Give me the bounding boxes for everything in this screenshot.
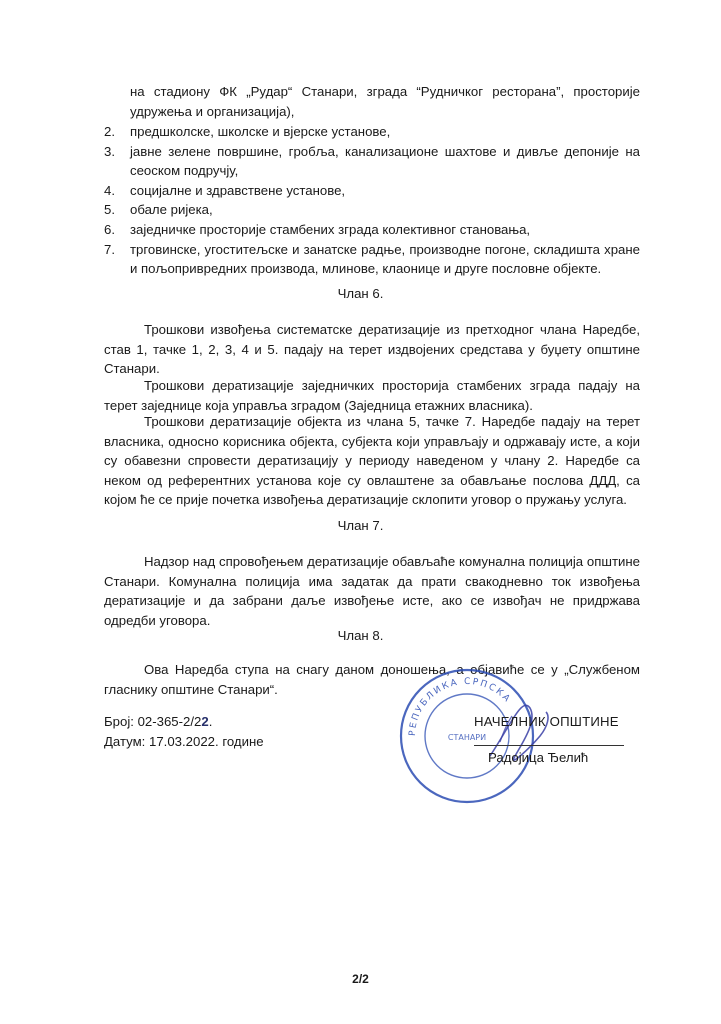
list-item: 3. јавне зелене површине, гробља, канализационе шахтове и дивље депоније на сеоском подручју,	[104, 143, 640, 179]
official-title: НАЧЕЛНИК ОПШТИНЕ	[474, 714, 619, 729]
article-6-paragraph-3: Трошкови дератизације објекта из члана 5, тачке 7. Наредбе падају на терет власника, односно корисника објекта, субјекта који управљају и одржавају исте, а који су обавезни спровести дератизацију у периоду наведеном у члану 2. Наредбе са неком од референтних установа које су овлаштене за обављање послова ДДД, са којом ће се прије почетка извођења дератизације склопити уговор о пружању услуга.	[104, 414, 640, 508]
article-8-paragraph-1: Ова Наредба ступа на снагу даном доношења, а објавиће се у „Службеном гласнику општине Станари“.	[104, 662, 640, 697]
list-item: 7. трговинске, угоститељске и занатске радње, производне погоне, складишта хране и пољопривредних производа, млинове, клаонице и друге пословне објекте.	[104, 241, 640, 277]
signature-line	[474, 745, 624, 746]
document-number: Број: 02-365-2/22.	[104, 714, 213, 729]
intro-paragraph: на стадиону ФК „Рудар“ Станари, зграда “Рудничког ресторана”, просторије удружења и организација),	[130, 84, 640, 119]
list-item: 5. обале ријека,	[104, 202, 213, 218]
document-date: Датум: 17.03.2022. године	[104, 734, 264, 749]
document-reference	[104, 712, 264, 752]
article-7-paragraph-1: Надзор над спровођењем дератизације обављаће комунална полиција општине Станари. Комунална полиција има задатак да прати свакодневно ток извођења дератизације и да забрани даље извођење исте, ако се извођач не придржава одредби уговора.	[104, 554, 640, 628]
list-item: 4. социјалне и здравствене установе,	[104, 182, 346, 198]
stamp-inner-text: СТАНАРИ	[447, 733, 487, 742]
article-6-paragraph-2: Трошкови дератизације заједничких просторија стамбених зграда падају на терет заједнице која управља зградом (Заједница етажних власника).	[104, 378, 640, 413]
article-7-heading: Члан 7.	[337, 518, 384, 533]
list-item: 6. заједничке просторије стамбених зграда колективног становања,	[104, 221, 531, 237]
list-of-facilities	[104, 122, 640, 279]
stamp-outer-text: РЕПУБЛИКА СРПСКА	[407, 676, 513, 737]
list-item: 2. предшколске, школске и вјерске установе,	[104, 124, 391, 139]
article-6-heading: Члан 6.	[337, 286, 384, 301]
handwritten-number: 2	[201, 714, 209, 729]
article-8-heading: Члан 8.	[337, 628, 384, 643]
official-name: Радојица Ђелић	[488, 750, 589, 765]
official-block	[474, 712, 619, 732]
article-6-paragraph-1: Трошкови извођења систематске дератизације из претходног члана Наредбе, став 1, тачке 1, 2, 3, 4 и 5. падају на терет издвојених средстава у буџету општине Станари.	[104, 322, 640, 377]
page-number: 2/2	[352, 972, 369, 986]
